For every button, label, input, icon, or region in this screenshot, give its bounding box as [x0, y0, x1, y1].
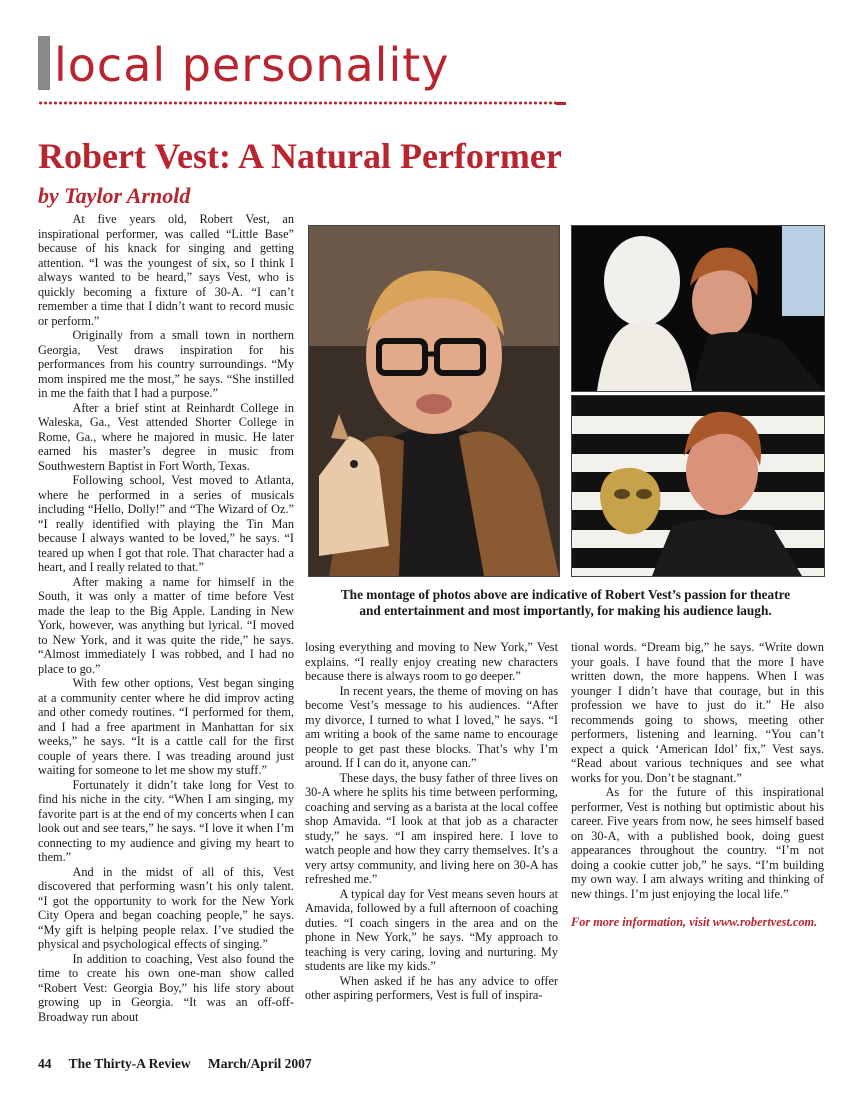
page-footer — [38, 1056, 326, 1072]
paragraph: With few other options, Vest began singing at a community center where he did improv acting and other comedy routines. “I performed for them, and I had a free apartment in Manhattan for six weeks,” he says. “It is a cattle call for the first couple of years there. I was treading around just waiting for someone to let me show my stuff.” — [38, 676, 294, 777]
paragraph: In recent years, the theme of moving on has become Vest’s message to his audiences. “After my divorce, I turned to what I loved,” he says. “I am writing a book of the same name to encourage people to get past these blocks. That’s why I’m around. If I can do it, anyone can.” — [305, 683, 558, 770]
paragraph: losing everything and moving to New York,” Vest explains. “I really enjoy creating new characters because there is always room to go deeper.” — [305, 640, 558, 683]
paragraph: A typical day for Vest means seven hours at Amavida, followed by a full afternoon of coaching duties. “I coach singers in the area and on the phone in New York,” he says. “My approach to teaching is very caring, loving and nurturing. My students are like my kids.” — [305, 886, 558, 973]
dotted-divider-end — [556, 102, 566, 105]
section-title: local personality — [54, 38, 450, 92]
paragraph: At five years old, Robert Vest, an inspirational performer, was called “Little Base” because of his knack for singing and getting attention. “I was the youngest of six, so I think I always wanted to be heard,” says Vest, who is quickly becoming a fixture of 30-A. “I can’t remember a time that I didn’t want to record music or perform.” — [38, 212, 294, 328]
paragraph: Fortunately it didn’t take long for Vest to find his niche in the city. “When I am singing, my favorite part is at the end of my concerts when I can look out and see tears,” he says. “I love it when I’m connecting to my audience and giving my heart to them.” — [38, 777, 294, 864]
paragraph: And in the midst of all of this, Vest discovered that performing wasn’t his only talent. “I got the opportunity to work for the New York City Opera and began coaching people,” he says. “My gift is helping people relax. I’ve studied the physical and psychological effects of singing.” — [38, 864, 294, 951]
paragraph: In addition to coaching, Vest also found the time to create his own one-man show called “Robert Vest: Georgia Boy,” his life story about growing up in Georgia. “It was an off-off-Broadway run about — [38, 951, 294, 1024]
paragraph: After making a name for himself in the South, it was only a matter of time before Vest made the leap to the Big Apple. Landing in New York, however, was anything but lyrical. “I moved to New York, and it was quite the ride,” he says. “Almost immediately I was robbed, and I had no place to go.” — [38, 574, 294, 676]
article-column-1 — [38, 212, 294, 1042]
photo-caption — [308, 587, 823, 619]
more-info-link[interactable]: For more information, visit www.robertvest.com. — [571, 915, 818, 929]
caption-line-1: The montage of photos above are indicative of Robert Vest’s passion for theatre — [340, 587, 791, 602]
paragraph: As for the future of this inspirational performer, Vest is nothing but optimistic about his career. Five years from now, he sees himself based on 30-A, with a published book, doing guest appearances throughout the country. “I’m not doing a cookie cutter job,” he says. “I’m building my own way. I am always writing and thinking of new things. I’m just enjoying the local life.” — [571, 785, 824, 901]
page-number: 44 — [38, 1056, 52, 1071]
section-bar — [38, 36, 50, 90]
paragraph: Originally from a small town in northern Georgia, Vest draws inspiration for his performances from his country surroundings. “My mom inspired me the most,” he says. “She instilled in me the faith that I had a purpose.” — [38, 328, 294, 400]
article-title: Robert Vest: A Natural Performer — [38, 136, 562, 176]
paragraph: Following school, Vest moved to Atlanta, where he performed in a series of musicals including “Hello, Dolly!” and “The Wizard of Oz.” “I really identified with playing the Tin Man because I always wanted to be loved,” he says. “I teared up when I got that role. That character had a heart, and I really related to that.” — [38, 473, 294, 574]
article-byline: by Taylor Arnold — [38, 183, 191, 208]
photo-performer-with-mask — [571, 395, 825, 577]
paragraph: tional words. “Dream big,” he says. “Write down your goals. I have found that the more I have written down, the more happens. When I was younger I didn’t have that courage, but in this profession we have to just do it.” He also recommends going to shows, meeting other performers, listening and learning. “You can’t expect a quick ‘American Idol’ fix,” Vest says. “Read about various techniques and see what works for you. Don’t be stagnant.” — [571, 640, 824, 785]
issue-date: March/April 2007 — [208, 1056, 312, 1071]
photo-performer-with-figurine — [308, 225, 560, 577]
article-column-3 — [571, 640, 824, 1042]
paragraph: After a brief stint at Reinhardt College in Waleska, Ga., Vest attended Shorter College in Rome, Ga., where he majored in music. He later earned his master’s degree in music from Southwestern Baptist in Fort Worth, Texas. — [38, 400, 294, 473]
paragraph: When asked if he has any advice to offer other aspiring performers, Vest is full of inspira- — [305, 973, 558, 1002]
paragraph: These days, the busy father of three lives on 30-A where he splits his time between performing, coaching and serving as a barista at the local coffee shop Amavida. “I look at that job as a character study,” he says. “I am inspired here. I love to watch people and how they carry themselves. It’s a very artsy community, and living here on 30-A has refreshed me.” — [305, 770, 558, 886]
publication-name: The Thirty-A Review — [68, 1056, 191, 1071]
section-header — [38, 28, 638, 98]
article-column-2 — [305, 640, 558, 1042]
caption-line-2: and entertainment and most importantly, for making his audience laugh. — [359, 603, 772, 618]
photo-performer-with-bust — [571, 225, 825, 392]
dotted-divider — [38, 100, 558, 106]
